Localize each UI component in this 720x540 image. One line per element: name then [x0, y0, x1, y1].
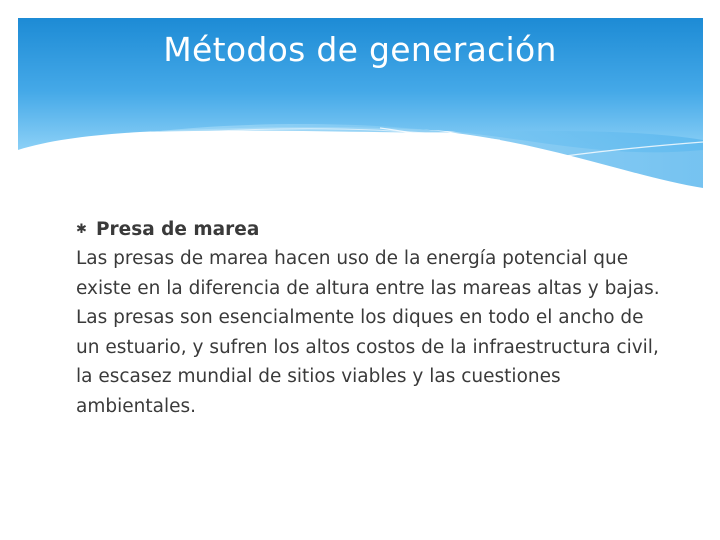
content-body	[76, 216, 666, 421]
bullet-heading: Presa de marea	[96, 219, 260, 240]
header-banner	[0, 0, 720, 200]
asterisk-bullet-icon: ✱	[76, 222, 87, 237]
body-paragraph: Las presas de marea hacen uso de la energía potencial que existe en la diferencia de altura entre las mareas altas y bajas. Las presas son esencialmente los diques en todo el ancho de un estuario, y sufren los altos costos de la infraestructura civil, la escasez mundial de sitios viables y las cuestiones ambientales.	[76, 248, 660, 417]
bullet-item	[76, 216, 666, 244]
slide-title: Métodos de generación	[163, 30, 557, 69]
